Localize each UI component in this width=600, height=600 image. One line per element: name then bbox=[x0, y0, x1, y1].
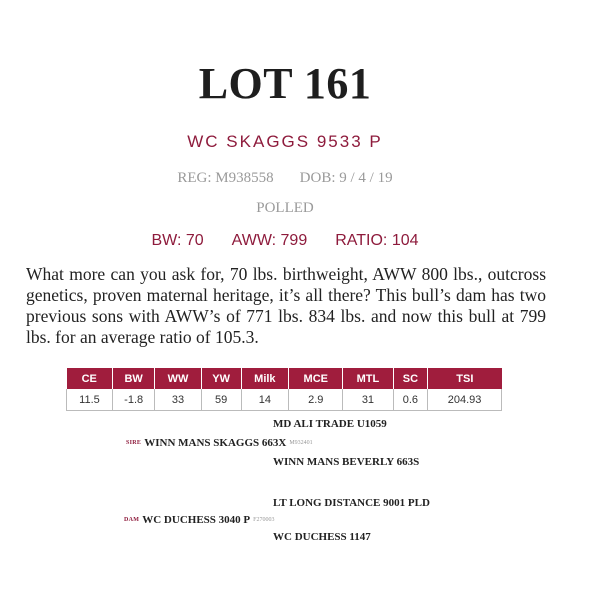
birthweight-stat: BW: 70 bbox=[151, 232, 204, 249]
epd-value-milk: 14 bbox=[241, 389, 289, 411]
adjusted-weaning-weight-stat: AWW: 799 bbox=[231, 232, 308, 249]
epd-value-ww: 33 bbox=[155, 389, 201, 411]
date-of-birth: DOB: 9 / 4 / 19 bbox=[299, 170, 393, 186]
sire-name: WINN MANS SKAGGS 663X bbox=[144, 437, 287, 449]
epd-header-mtl: MTL bbox=[343, 368, 393, 389]
epd-header-yw: YW bbox=[201, 368, 241, 389]
polled-label: POLLED bbox=[256, 200, 314, 216]
ratio-stat: RATIO: 104 bbox=[335, 232, 419, 249]
sire-tag: SIRE bbox=[126, 440, 142, 447]
epd-value-ce: 11.5 bbox=[67, 389, 113, 411]
performance-stats bbox=[0, 232, 570, 250]
epd-header-tsi: TSI bbox=[428, 368, 502, 389]
dam-name: WC DUCHESS 3040 P bbox=[142, 514, 251, 526]
registration-line bbox=[0, 170, 570, 187]
animal-name: WC SKAGGS 9533 P bbox=[187, 132, 383, 151]
epd-value-sc: 0.6 bbox=[393, 389, 428, 411]
epd-value-bw: -1.8 bbox=[112, 389, 154, 411]
pedigree-sire-sire: MD ALI TRADE U1059 bbox=[273, 418, 387, 430]
epd-value-tsi: 204.93 bbox=[428, 389, 502, 411]
epd-header-sc: SC bbox=[393, 368, 428, 389]
epd-header-milk: Milk bbox=[241, 368, 289, 389]
epd-value-row bbox=[67, 389, 502, 411]
pedigree-sire-dam: WINN MANS BEVERLY 663S bbox=[273, 456, 420, 468]
dam-registration: F270003 bbox=[253, 517, 275, 524]
dam-tag: DAM bbox=[124, 517, 140, 524]
epd-value-mce: 2.9 bbox=[289, 389, 343, 411]
pedigree-sire bbox=[126, 437, 313, 449]
epd-value-mtl: 31 bbox=[343, 389, 393, 411]
epd-value-yw: 59 bbox=[201, 389, 241, 411]
pedigree-dam-sire: LT LONG DISTANCE 9001 PLD bbox=[273, 497, 430, 509]
lot-title: LOT 161 bbox=[198, 59, 372, 108]
epd-table bbox=[66, 368, 502, 411]
pedigree-dam-dam: WC DUCHESS 1147 bbox=[273, 531, 371, 543]
epd-header-bw: BW bbox=[112, 368, 154, 389]
registration-number: REG: M938558 bbox=[177, 170, 274, 186]
epd-header-row bbox=[67, 368, 502, 389]
epd-header-mce: MCE bbox=[289, 368, 343, 389]
pedigree-dam bbox=[124, 514, 274, 526]
epd-header-ww: WW bbox=[155, 368, 201, 389]
epd-header-ce: CE bbox=[67, 368, 113, 389]
lot-description: What more can you ask for, 70 lbs. birthweight, AWW 800 lbs., outcross genetics, proven maternal heritage, it’s all there? This bull’s dam has two previous sons with AWW’s of 771 lbs. 834 lbs. and now this bull at 799 lbs. for an average ratio of 105.3. bbox=[26, 264, 546, 347]
sire-registration: M932401 bbox=[289, 440, 313, 447]
